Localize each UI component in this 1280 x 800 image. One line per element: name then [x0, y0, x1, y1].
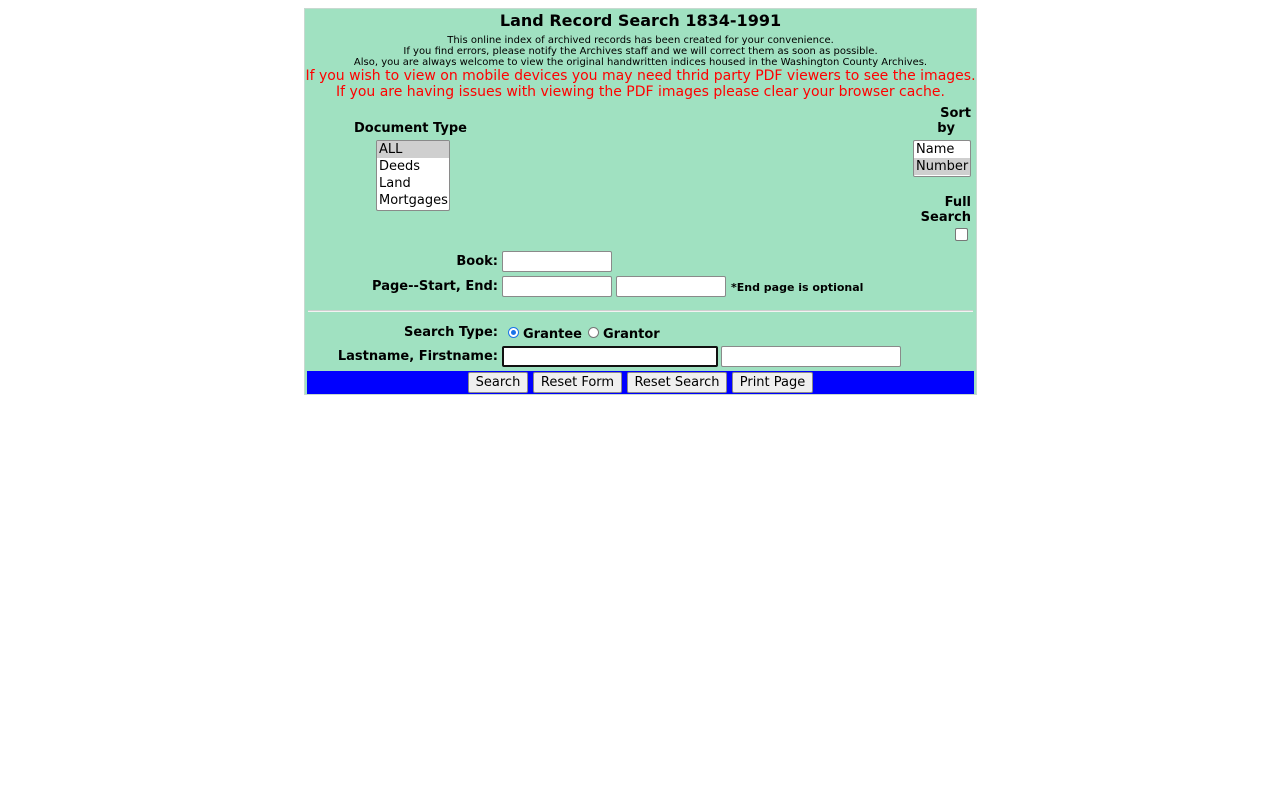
full-search-label-line1: Full: [944, 195, 971, 210]
full-search-label-line2: Search: [920, 210, 971, 225]
page-title: Land Record Search 1834-1991: [499, 11, 782, 30]
doc-type-option-all[interactable]: ALL: [377, 141, 449, 158]
intro-note-2: If you find errors, please notify the Archives staff and we will correct them as soon as possible.: [403, 46, 878, 57]
mobile-warning: If you wish to view on mobile devices you may need thrid party PDF viewers to see the images.: [305, 68, 976, 84]
firstname-input[interactable]: [721, 346, 901, 367]
page-end-input[interactable]: [616, 276, 726, 297]
doc-type-option-mortgages[interactable]: Mortgages: [379, 193, 448, 208]
sort-option-number[interactable]: Number: [916, 159, 969, 174]
grantor-radio[interactable]: [588, 327, 599, 338]
sort-by-label-line2: by: [937, 121, 955, 136]
full-search-checkbox[interactable]: [955, 228, 968, 241]
print-page-button[interactable]: Print Page: [732, 372, 813, 393]
book-label: Book:: [456, 254, 498, 269]
lastname-input[interactable]: [502, 346, 718, 367]
document-type-select[interactable]: [376, 140, 450, 211]
doc-type-option-deeds[interactable]: Deeds: [379, 159, 421, 174]
search-button[interactable]: Search: [468, 372, 528, 393]
reset-search-button[interactable]: Reset Search: [627, 372, 727, 393]
search-panel: [304, 8, 977, 395]
grantee-label[interactable]: Grantee: [523, 327, 582, 342]
intro-note-1: This online index of archived records has been created for your convenience.: [447, 35, 834, 46]
page-range-label: Page--Start, End:: [372, 279, 498, 294]
grantee-radio[interactable]: [508, 327, 519, 338]
doc-type-option-land[interactable]: Land: [379, 176, 411, 191]
end-page-hint: *End page is optional: [731, 281, 864, 294]
page-start-input[interactable]: [502, 276, 612, 297]
grantor-label[interactable]: Grantor: [603, 327, 660, 342]
intro-note-3: Also, you are always welcome to view the original handwritten indices housed in the Washington County Archives.: [353, 57, 928, 68]
section-divider: [308, 310, 973, 312]
document-type-label: Document Type: [354, 121, 467, 136]
sort-by-select[interactable]: [913, 140, 971, 177]
name-label: Lastname, Firstname:: [337, 349, 498, 364]
book-input[interactable]: [502, 251, 612, 272]
sort-option-name[interactable]: Name: [916, 142, 955, 157]
sort-by-label-line1: Sort: [940, 106, 971, 121]
reset-form-button[interactable]: Reset Form: [533, 372, 622, 393]
search-type-label: Search Type:: [404, 325, 498, 340]
cache-warning: If you are having issues with viewing the PDF images please clear your browser cache.: [336, 84, 945, 100]
